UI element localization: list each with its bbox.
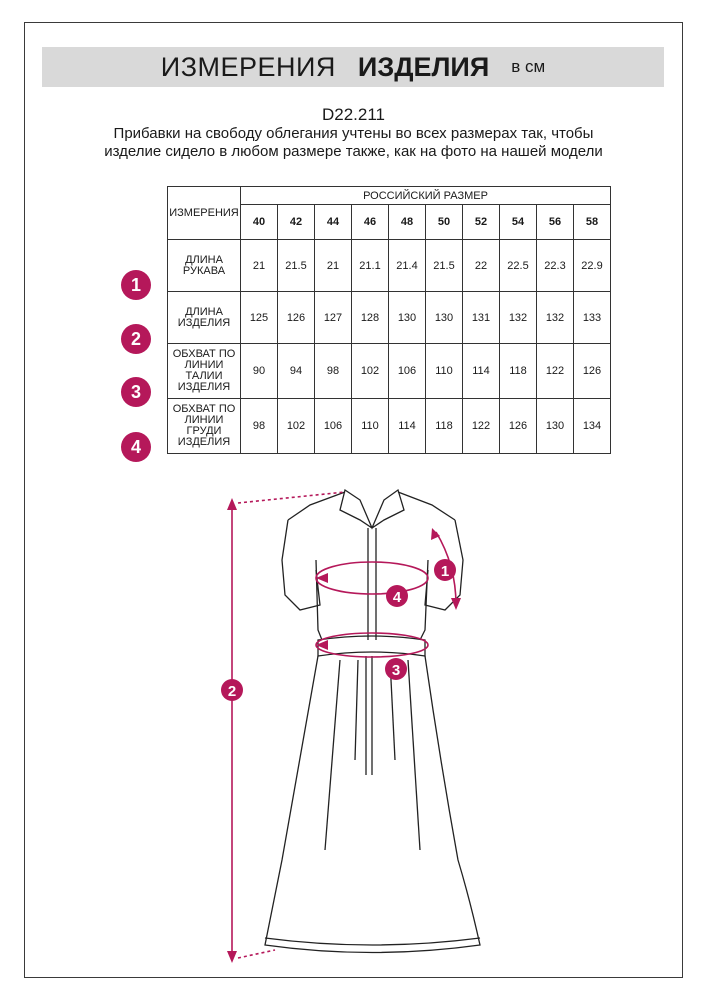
table-cell: 132: [537, 292, 574, 344]
table-cell: 110: [426, 344, 463, 399]
table-cell: 22.5: [500, 240, 537, 292]
table-cell: 90: [241, 344, 278, 399]
table-cell: 126: [278, 292, 315, 344]
diagram-marker-4: [386, 585, 408, 607]
table-cell: 21.5: [426, 240, 463, 292]
table-cell: 131: [463, 292, 500, 344]
table-cell: 102: [278, 399, 315, 454]
table-cell: 21.1: [352, 240, 389, 292]
table-cell: 106: [315, 399, 352, 454]
row-label: ДЛИНА РУКАВА: [168, 240, 241, 292]
measurements-header: ИЗМЕРЕНИЯ: [168, 187, 241, 240]
table-cell: 126: [500, 399, 537, 454]
title-measurements: ИЗМЕРЕНИЯ: [160, 51, 336, 82]
table-cell: 128: [352, 292, 389, 344]
table-cell: 21: [241, 240, 278, 292]
table-cell: 130: [537, 399, 574, 454]
table-cell: 98: [241, 399, 278, 454]
table-cell: 94: [278, 344, 315, 399]
size-header-48: 48: [389, 205, 426, 240]
row-number-badge-1: 1: [121, 270, 151, 300]
table-cell: 132: [500, 292, 537, 344]
row-number-badge-3: 3: [121, 377, 151, 407]
table-cell: 118: [500, 344, 537, 399]
table-cell: 122: [537, 344, 574, 399]
diagram-marker-3: [385, 658, 407, 680]
table-cell: 110: [352, 399, 389, 454]
table-cell: 114: [463, 344, 500, 399]
title-product: ИЗДЕЛИЯ: [357, 51, 490, 82]
size-header-58: 58: [574, 205, 611, 240]
svg-text:4: 4: [392, 589, 402, 606]
table-cell: 122: [463, 399, 500, 454]
table-cell: 130: [426, 292, 463, 344]
table-cell: 127: [315, 292, 352, 344]
table-cell: 114: [389, 399, 426, 454]
size-header-54: 54: [500, 205, 537, 240]
table-cell: 22: [463, 240, 500, 292]
row-number-badge-2: 2: [121, 324, 151, 354]
table-cell: 126: [574, 344, 611, 399]
size-header-52: 52: [463, 205, 500, 240]
title-units: в см: [511, 57, 546, 76]
size-header-46: 46: [352, 205, 389, 240]
table-cell: 98: [315, 344, 352, 399]
size-header-42: 42: [278, 205, 315, 240]
row-label: ОБХВАТ ПО ЛИНИИ ГРУДИ ИЗДЕЛИЯ: [168, 399, 241, 454]
model-code: D22.211: [321, 105, 385, 124]
table-cell: 21: [315, 240, 352, 292]
row-label: ДЛИНА ИЗДЕЛИЯ: [168, 292, 241, 344]
table-cell: 130: [389, 292, 426, 344]
table-cell: 22.9: [574, 240, 611, 292]
table-cell: 133: [574, 292, 611, 344]
svg-text:3: 3: [391, 662, 401, 679]
table-cell: 125: [241, 292, 278, 344]
table-cell: 21.5: [278, 240, 315, 292]
svg-text:1: 1: [440, 563, 450, 580]
size-header-50: 50: [426, 205, 463, 240]
size-header-40: 40: [241, 205, 278, 240]
row-label: ОБХВАТ ПО ЛИНИИ ТАЛИИ ИЗДЕЛИЯ: [168, 344, 241, 399]
size-header-44: 44: [315, 205, 352, 240]
diagram-marker-1: [434, 559, 456, 581]
fit-note: Прибавки на свободу облегания учтены во всех размерах так, чтобы изделие сидело в любом размере также, как на фото на нашей модели: [104, 125, 603, 160]
table-cell: 134: [574, 399, 611, 454]
table-cell: 22.3: [537, 240, 574, 292]
table-cell: 21.4: [389, 240, 426, 292]
row-number-badge-4: 4: [121, 432, 151, 462]
diagram-marker-2: [221, 679, 243, 701]
size-system-header: РОССИЙСКИЙ РАЗМЕР: [241, 187, 611, 205]
table-cell: 118: [426, 399, 463, 454]
table-cell: 102: [352, 344, 389, 399]
svg-text:2: 2: [227, 683, 237, 700]
size-header-56: 56: [537, 205, 574, 240]
table-cell: 106: [389, 344, 426, 399]
